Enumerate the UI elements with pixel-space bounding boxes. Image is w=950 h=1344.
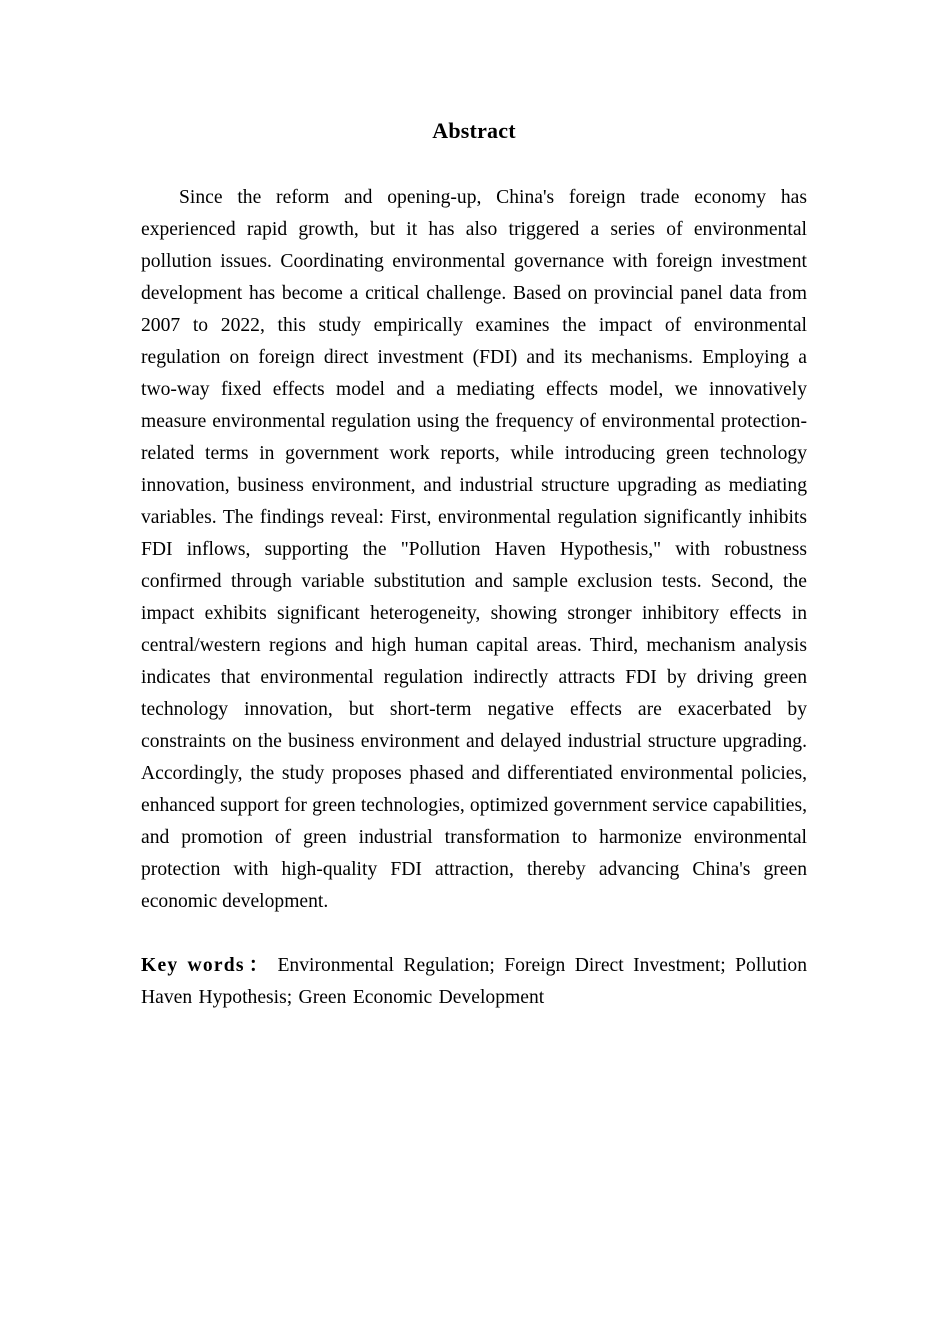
page-title: Abstract <box>432 118 516 143</box>
keywords-terms: Environmental Regulation; Foreign Direct Investment; Pollution Haven Hypothesis; Green Economic Development <box>141 955 807 1008</box>
text-column <box>141 0 807 1014</box>
keywords-label: Key words <box>141 955 245 976</box>
keywords-colon: ： <box>245 955 272 976</box>
abstract-paragraph: Since the reform and opening-up, China's foreign trade economy has experienced rapid growth, but it has also triggered a series of environmental pollution issues. Coordinating environmental governance with foreign investment development has become a critical challenge. Based on provincial panel data from 2007 to 2022, this study empirically examines the impact of environmental regulation on foreign direct investment (FDI) and its mechanisms. Employing a two-way fixed effects model and a mediating effects model, we innovatively measure environmental regulation using the frequency of environmental protection-related terms in government work reports, while introducing green technology innovation, business environment, and industrial structure upgrading as mediating variables. The findings reveal: First, environmental regulation significantly inhibits FDI inflows, supporting the "Pollution Haven Hypothesis," with robustness confirmed through variable substitution and sample exclusion tests. Second, the impact exhibits significant heterogeneity, showing stronger inhibitory effects in central/western regions and high human capital areas. Third, mechanism analysis indicates that environmental regulation indirectly attracts FDI by driving green technology innovation, but short-term negative effects are exacerbated by constraints on the business environment and delayed industrial structure upgrading. Accordingly, the study proposes phased and differentiated environmental policies, enhanced support for green technologies, optimized government service capabilities, and promotion of green industrial transformation to harmonize environmental protection with high-quality FDI attraction, thereby advancing China's green economic development. <box>141 187 807 912</box>
keywords-line <box>141 918 807 1014</box>
